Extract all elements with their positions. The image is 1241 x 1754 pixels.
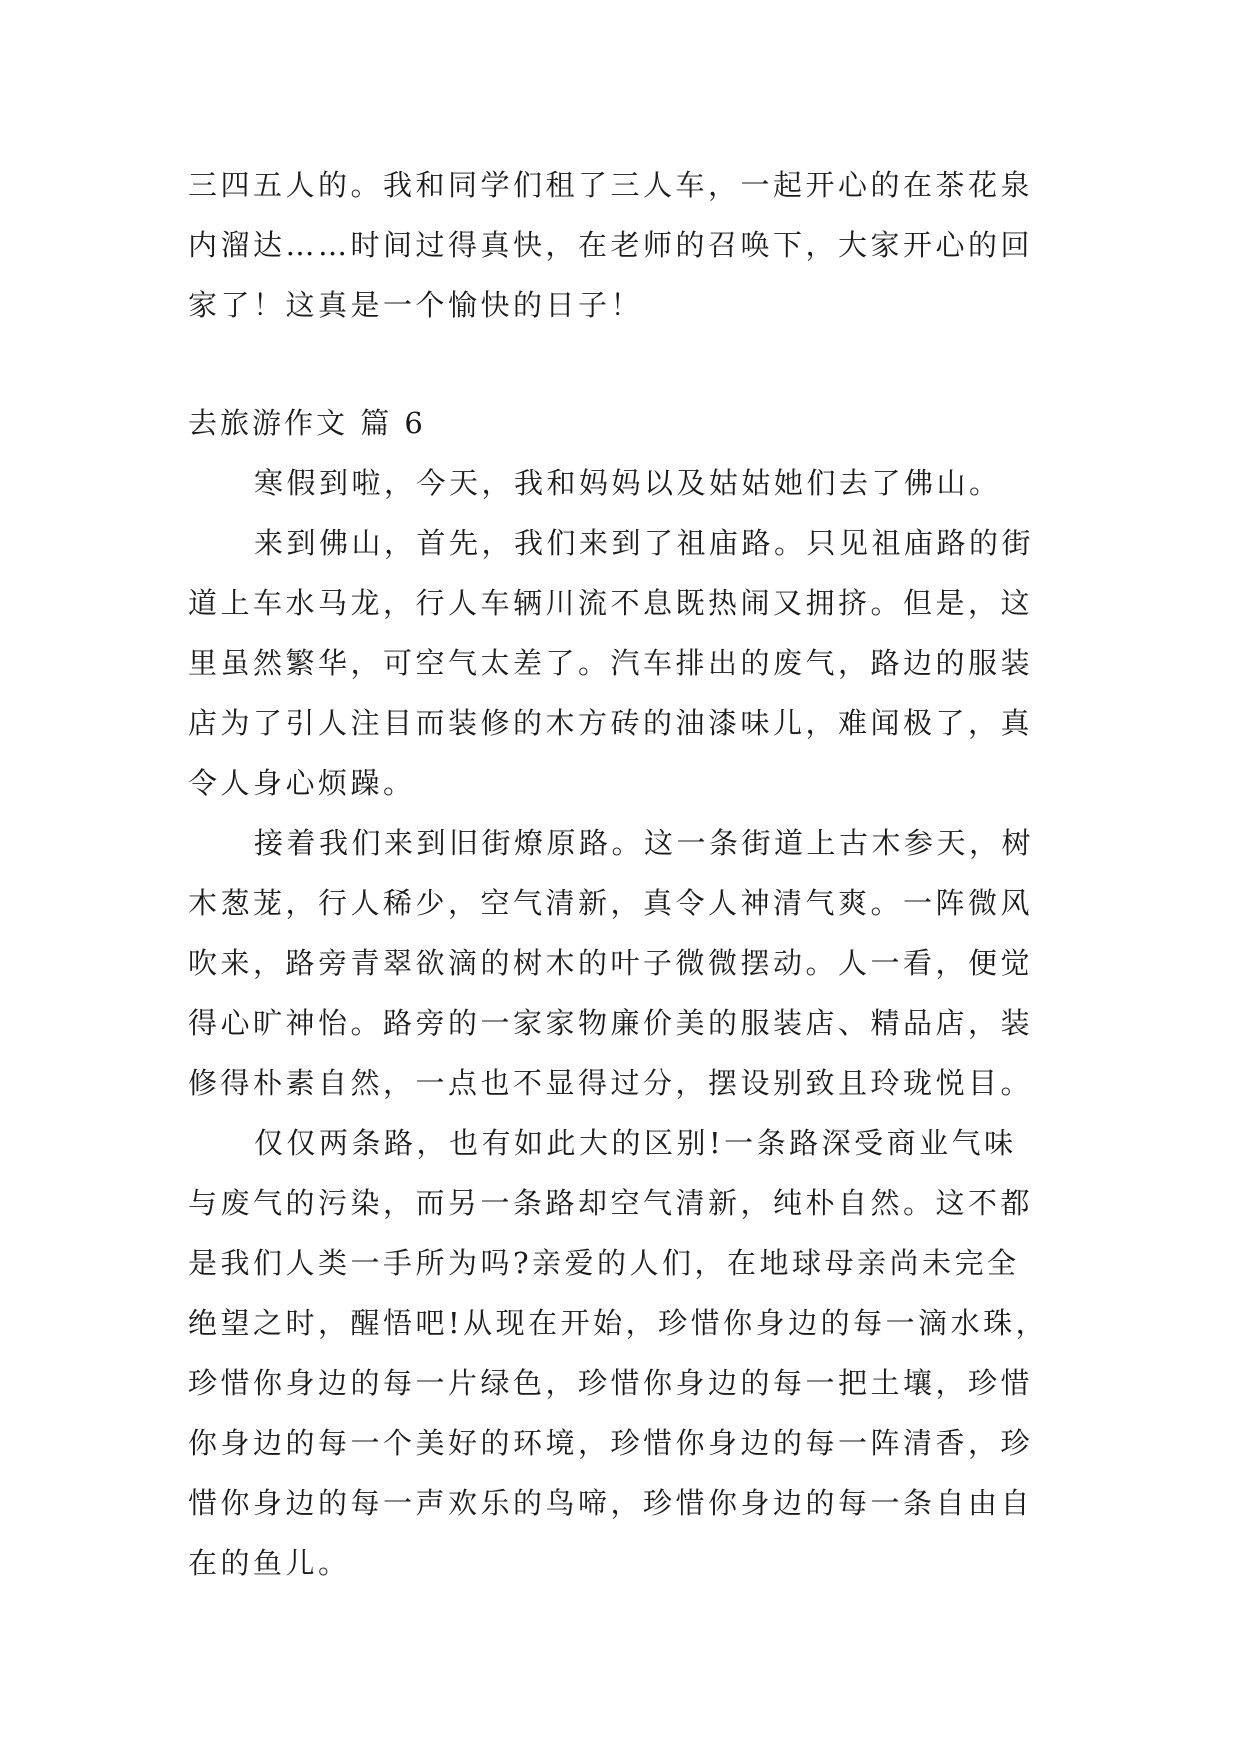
- paragraph-2: [188, 513, 1058, 813]
- text-line: 店为了引人注目而装修的木方砖的油漆味儿，难闻极了，真: [188, 706, 1034, 740]
- continuation-paragraph: [188, 155, 1058, 335]
- text-line: 珍惜你身边的每一片绿色，珍惜你身边的每一把土壤，珍惜: [188, 1366, 1034, 1400]
- text-line: 惜你身边的每一声欢乐的鸟啼，珍惜你身边的每一条自由自: [188, 1486, 1034, 1520]
- paragraph-1: [188, 453, 1058, 513]
- text-line: 三四五人的。我和同学们租了三人车，一起开心的在茶花泉: [188, 168, 1034, 202]
- text-line: 仅仅两条路，也有如此大的区别!一条路深受商业气味: [254, 1126, 1017, 1160]
- text-line: 内溜达……时间过得真快，在老师的召唤下，大家开心的回: [188, 228, 1034, 262]
- text-line: 里虽然繁华，可空气太差了。汽车排出的废气，路边的服装: [188, 646, 1034, 680]
- text-line: 与废气的污染，而另一条路却空气清新，纯朴自然。这不都: [188, 1186, 1034, 1220]
- paragraph-3: [188, 813, 1058, 1113]
- text-line: 接着我们来到旧街燎原路。这一条街道上古木参天，树: [254, 826, 1035, 860]
- text-line: 家了！这真是一个愉快的日子！: [188, 288, 644, 322]
- text-line: 绝望之时，醒悟吧!从现在开始，珍惜你身边的每一滴水珠，: [188, 1306, 1049, 1340]
- paragraph-4: [188, 1113, 1058, 1593]
- text-line: 木葱茏，行人稀少，空气清新，真令人神清气爽。一阵微风: [188, 886, 1034, 920]
- text-line: 得心旷神怡。路旁的一家家物廉价美的服装店、精品店，装: [188, 1006, 1034, 1040]
- text-line: 令人身心烦躁。: [188, 766, 416, 800]
- text-line: 道上车水马龙，行人车辆川流不息既热闹又拥挤。但是，这: [188, 586, 1034, 620]
- text-line: 吹来，路旁青翠欲滴的树木的叶子微微摆动。人一看，便觉: [188, 946, 1034, 980]
- text-line: 修得朴素自然，一点也不显得过分，摆设别致且玲珑悦目。: [188, 1066, 1034, 1100]
- text-line: 你身边的每一个美好的环境，珍惜你身边的每一阵清香，珍: [188, 1426, 1034, 1460]
- section-title: 去旅游作文 篇 6: [188, 406, 426, 440]
- text-line: 寒假到啦，今天，我和妈妈以及姑姑她们去了佛山。: [254, 466, 1002, 500]
- article-body: [188, 453, 1058, 1593]
- text-line: 是我们人类一手所为吗?亲爱的人们，在地球母亲尚未完全: [188, 1246, 1020, 1280]
- text-line: 来到佛山，首先，我们来到了祖庙路。只见祖庙路的街: [254, 526, 1035, 560]
- text-line: 在的鱼儿。: [188, 1546, 351, 1580]
